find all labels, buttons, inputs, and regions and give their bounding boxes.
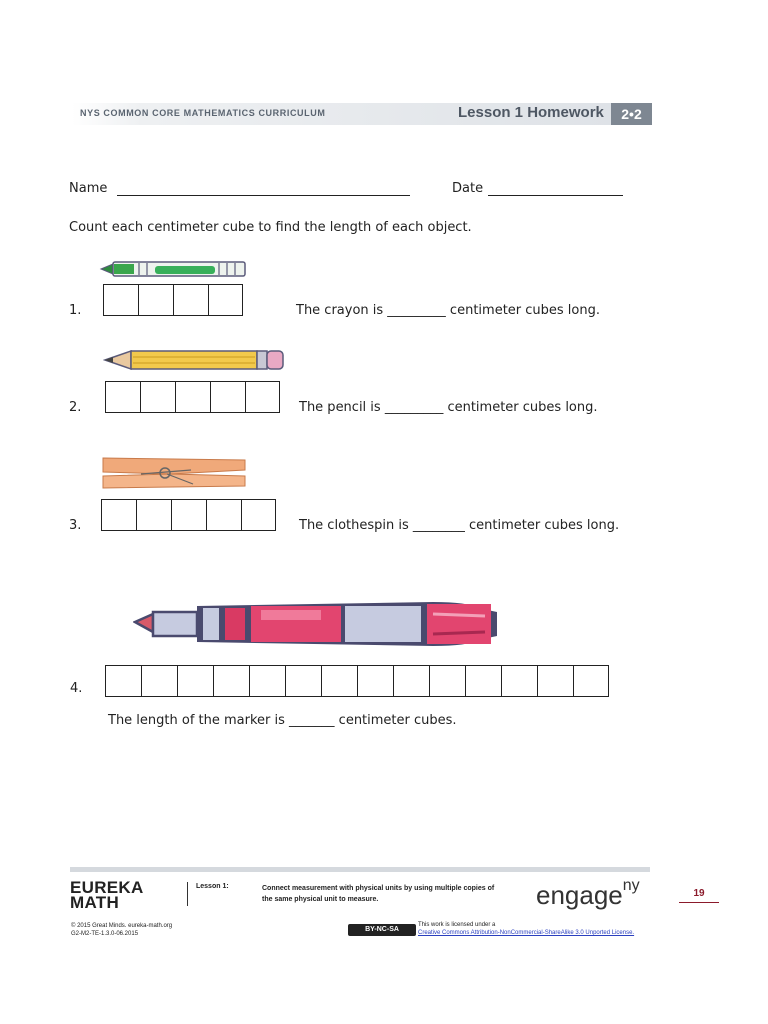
problem-sentence: The pencil is _________ centimeter cubes long. [299,400,598,415]
curriculum-label: NYS COMMON CORE MATHEMATICS CURRICULUM [80,108,326,118]
centimeter-cube [501,665,537,697]
centimeter-cube [101,499,136,531]
lesson-code: 2•2 [611,103,652,125]
logo-line-2: MATH [70,893,120,912]
license-text: This work is licensed under a [418,922,496,928]
cube-row-4 [105,665,609,697]
centimeter-cube [177,665,213,697]
centimeter-cube [465,665,501,697]
centimeter-cube [136,499,171,531]
centimeter-cube [285,665,321,697]
centimeter-cube [173,284,208,316]
lesson-title: Lesson 1 Homework [458,104,604,121]
lesson-desc-line-2: the same physical unit to measure. [262,896,379,903]
license-link[interactable]: Creative Commons Attribution-NonCommercial-ShareAlike 3.0 Unported License. [418,930,635,936]
centimeter-cube [171,499,206,531]
engageny-logo [536,877,640,911]
problem-sentence: The length of the marker is _______ centimeter cubes. [108,713,457,728]
centimeter-cube [105,381,140,413]
centimeter-cube [138,284,173,316]
centimeter-cube [141,665,177,697]
cc-license-badge: BY-NC-SA [348,924,416,936]
problem-number: 1. [69,303,82,318]
copyright: © 2015 Great Minds. eureka-math.org [71,923,173,929]
centimeter-cube [103,284,138,316]
centimeter-cube [105,665,141,697]
centimeter-cube [321,665,357,697]
centimeter-cube [206,499,241,531]
problem-number: 4. [70,681,83,696]
name-field[interactable] [117,195,410,196]
marker-image [133,592,503,662]
centimeter-cube [208,284,243,316]
problem-number: 3. [69,518,82,533]
logo-line-1: EUREKA [70,878,144,897]
cube-row-3 [101,499,276,531]
clothespin-image [101,454,249,492]
centimeter-cube [140,381,175,413]
date-field[interactable] [488,195,623,196]
centimeter-cube [175,381,210,413]
cube-row-2 [105,381,280,413]
lesson-description [262,883,494,905]
footer-divider [187,882,188,906]
centimeter-cube [210,381,245,413]
centimeter-cube [573,665,609,697]
pencil-image [103,346,287,374]
cube-row-1 [103,284,243,316]
centimeter-cube [429,665,465,697]
centimeter-cube [357,665,393,697]
date-label: Date [452,181,484,196]
lesson-desc-line-1: Connect measurement with physical units by using multiple copies of [262,885,495,892]
eureka-math-logo [70,880,144,910]
problem-number: 2. [69,400,82,415]
centimeter-cube [245,381,280,413]
centimeter-cube [393,665,429,697]
footer-rule [70,867,650,872]
ny-text: ny [622,877,640,895]
centimeter-cube [213,665,249,697]
problem-sentence: The crayon is _________ centimeter cubes long. [296,303,600,318]
engage-text: engage [536,880,623,910]
centimeter-cube [249,665,285,697]
document-code: G2-M2-TE-1.3.0-06.2015 [71,931,139,937]
name-label: Name [69,181,108,196]
crayon-image [99,258,249,280]
centimeter-cube [241,499,276,531]
instructions: Count each centimeter cube to find the length of each object. [69,220,472,235]
problem-sentence: The clothespin is ________ centimeter cubes long. [299,518,620,533]
lesson-label: Lesson 1: [196,883,229,890]
centimeter-cube [537,665,573,697]
page-number: 19 [679,888,719,903]
